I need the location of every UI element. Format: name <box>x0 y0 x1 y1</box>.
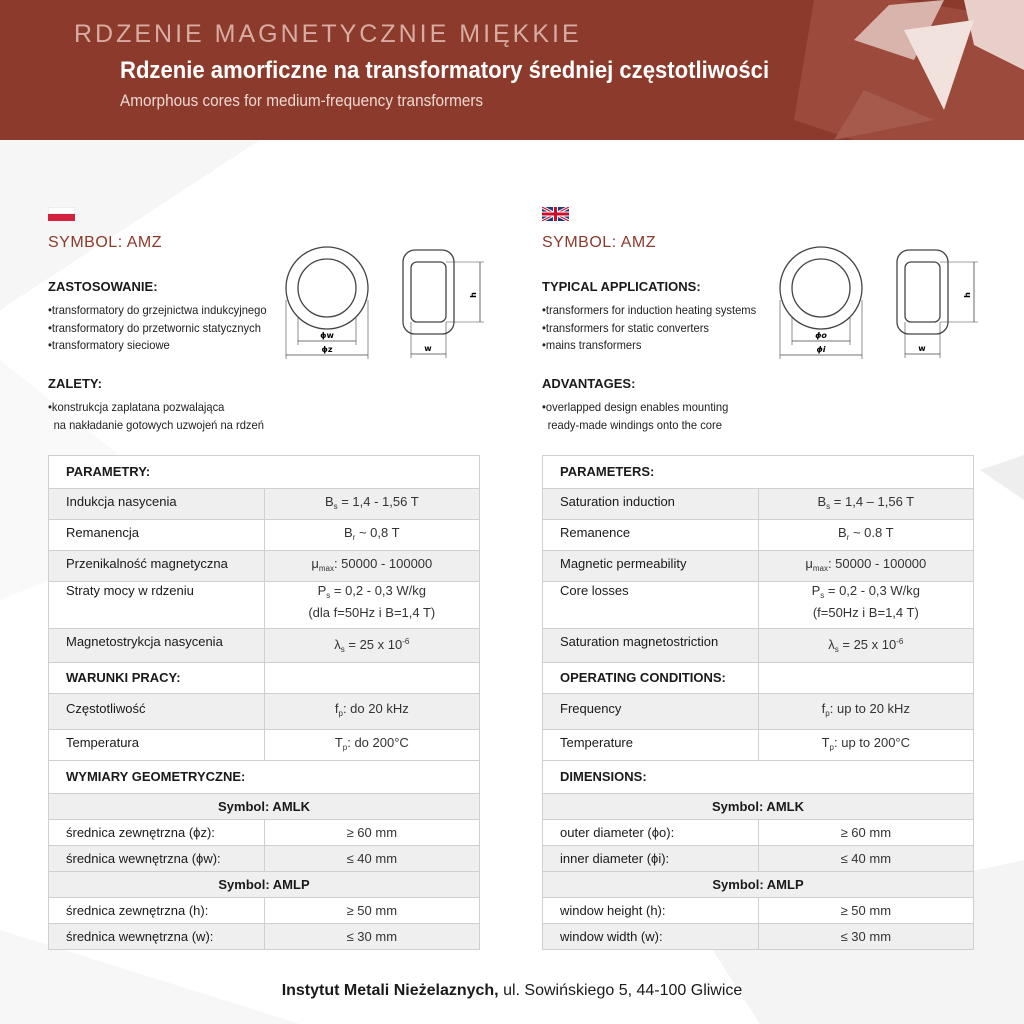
list-item: • konstrukcja zaplatana pozwalająca <box>48 399 264 417</box>
height-label: h <box>469 292 478 298</box>
inner-diameter-label: ϕw <box>320 331 334 340</box>
parameters-table <box>542 455 974 950</box>
table-row: outer diameter (ϕo): ≥ 60 mm <box>543 820 974 846</box>
header-kicker: RDZENIE MAGNETYCZNIE MIĘKKIE <box>74 20 582 48</box>
list-item: • transformatory do przetwornic statycznych <box>48 320 267 338</box>
table-row: średnica wewnętrzna (w): ≤ 30 mm <box>49 924 480 950</box>
table-subheading: Symbol: AMLP <box>543 872 974 898</box>
table-row: Częstotliwość $f_p$: do 20 kHz <box>49 694 480 730</box>
table-section-title: WYMIARY GEOMETRYCZNE: <box>49 761 480 794</box>
table-row: Magnetic permeability $\mu_{max}$: 50000 - 100000 <box>543 551 974 582</box>
institute-name: Instytut Metali Nieżelaznych, <box>281 982 499 999</box>
table-row: window width (w): ≤ 30 mm <box>543 924 974 950</box>
table-row: średnica wewnętrzna (ϕw): ≤ 40 mm <box>49 846 480 872</box>
outer-diameter-label: ϕi <box>816 345 826 354</box>
symbol-label: SYMBOL: AMZ <box>542 234 656 251</box>
list-item: • transformatory sieciowe <box>48 337 267 355</box>
page-title: Rdzenie amorficzne na transformatory średniej częstotliwości <box>120 57 770 84</box>
table-row: Core losses $P_s = 0,2 - 0,3$ W/kg (f=50Hz i B=1,4 T) <box>543 582 974 629</box>
table-row: Przenikalność magnetyczna $\mu_{max}$: 50000 - 100000 <box>49 551 480 582</box>
applications-list <box>48 302 267 355</box>
list-item: • transformatory do grzejnictwa indukcyjnego <box>48 302 267 320</box>
advantages-list <box>542 399 728 434</box>
street-address: ul. Sowińskiego 5, 44-100 Gliwice <box>498 982 743 999</box>
table-section-title: WARUNKI PRACY: <box>49 663 265 694</box>
uk-flag-icon <box>542 207 569 221</box>
table-row: Remanence $B_r$ ~ 0.8 T <box>543 520 974 551</box>
table-row: średnica zewnętrzna (h): ≥ 50 mm <box>49 898 480 924</box>
list-item: • transformers for static converters <box>542 320 756 338</box>
table-row: Remanencja $B_r$ ~ 0,8 T <box>49 520 480 551</box>
inner-diameter-label: ϕo <box>815 331 827 340</box>
footer-address <box>0 982 1024 1000</box>
table-row: Temperature $T_p$: up to 200°C <box>543 730 974 761</box>
symbol-label: SYMBOL: AMZ <box>48 234 162 251</box>
list-item: • transformers for induction heating systems <box>542 302 756 320</box>
applications-list <box>542 302 756 355</box>
table-row: średnica zewnętrzna (ϕz): ≥ 60 mm <box>49 820 480 846</box>
table-section-title: PARAMETERS: <box>543 456 974 489</box>
applications-heading: ZASTOSOWANIE: <box>48 279 158 294</box>
table-row: window height (h): ≥ 50 mm <box>543 898 974 924</box>
core-diagram <box>278 240 488 370</box>
width-label: w <box>424 344 432 353</box>
table-subheading: Symbol: AMLK <box>543 794 974 820</box>
advantages-heading: ADVANTAGES: <box>542 376 636 391</box>
table-subheading: Symbol: AMLK <box>49 794 480 820</box>
advantages-list <box>48 399 264 434</box>
table-row: Magnetostrykcja nasycenia $\lambda_s = 25$ x $10^{-6}$ <box>49 629 480 663</box>
table-row: inner diameter (ϕi): ≤ 40 mm <box>543 846 974 872</box>
table-section-title: OPERATING CONDITIONS: <box>543 663 759 694</box>
list-item: ready-made windings onto the core <box>547 417 722 432</box>
header-band <box>0 0 1024 140</box>
core-diagram <box>772 240 982 370</box>
page-subtitle: Amorphous cores for medium-frequency transformers <box>120 91 484 110</box>
list-item: • mains transformers <box>542 337 756 355</box>
advantages-heading: ZALETY: <box>48 376 102 391</box>
height-label: h <box>963 292 972 298</box>
table-subheading: Symbol: AMLP <box>49 872 480 898</box>
table-row: Saturation magnetostriction $\lambda_s = 25$ x $10^{-6}$ <box>543 629 974 663</box>
parameters-table <box>48 455 480 950</box>
table-row: Straty mocy w rdzeniu $P_s = 0,2 - 0,3$ W/kg (dla f=50Hz i B=1,4 T) <box>49 582 480 629</box>
table-row: Temperatura $T_p$: do 200°C <box>49 730 480 761</box>
width-label: w <box>918 344 926 353</box>
poland-flag-icon <box>48 207 75 221</box>
table-row: Indukcja nasycenia $B_s = 1,4 - 1,56$ T <box>49 489 480 520</box>
outer-diameter-label: ϕz <box>321 345 333 354</box>
table-section-title: PARAMETRY: <box>49 456 480 489</box>
applications-heading: TYPICAL APPLICATIONS: <box>542 279 701 294</box>
list-item: • overlapped design enables mounting <box>542 399 728 417</box>
table-row: Saturation induction $B_s = 1,4 - 1,56$ T <box>543 489 974 520</box>
table-row: Frequency $f_p$: up to 20 kHz <box>543 694 974 730</box>
table-section-title: DIMENSIONS: <box>543 761 974 794</box>
header-decoration <box>794 0 1024 140</box>
list-item: na nakładanie gotowych uzwojeń na rdzeń <box>53 417 264 432</box>
